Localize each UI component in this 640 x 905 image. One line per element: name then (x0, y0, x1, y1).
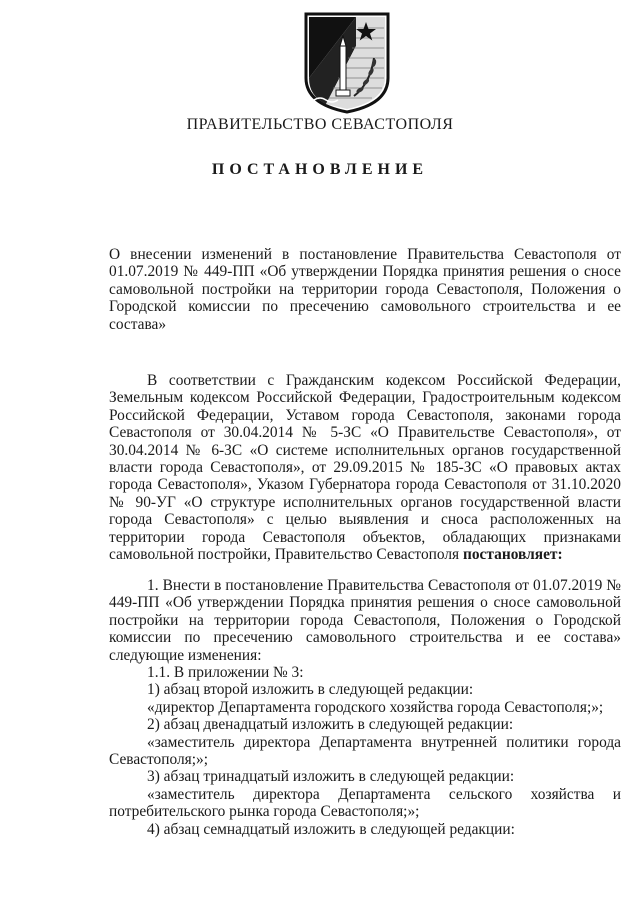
document-type: ПОСТАНОВЛЕНИЕ (211, 161, 429, 178)
paragraph-quote-1: «директор Департамента городского хозяйства города Севастополя;»; (147, 698, 604, 716)
paragraph-item-4: 4) абзац семнадцатый изложить в следующей редакции: (147, 820, 515, 838)
coat-of-arms-emblem (296, 8, 398, 116)
paragraph-1: 1. Внести в постановление Правительства Севастополя от 01.07.2019 № 449-ПП «Об утверждении Порядка принятия решения о сносе самовольной постройки на территории города Севастополя, Положения о Городской комиссии по пресечению самовольного строительства и ее состава» следующие изменения: (109, 577, 621, 664)
preamble-emphasis: постановляет: (462, 546, 563, 564)
preamble-text: В соответствии с Гражданским кодексом Российской Федерации, Земельным кодексом Российской Федерации, Градостроительным кодексом Российской Федерации, Уставом города Севастополя, законами города Севастополя от 30.04.2014 № 5-ЗС «О Правительстве Севастополя», от 30.04.2014 № 6-ЗС «О системе исполнительных органов государственной власти города Севастополя», от 29.09.2015 № 185-ЗС «О правовых актах города Севастополя», Указом Губернатора города Севастополя от 31.10.2020 № 90-УГ «О структуре исполнительных органов государственной власти города Севастополя» с целью выявления и сноса расположенных на территории города Севастополя объектов, обладающих признаками самовольной постройки, Правительство Севастополя (109, 372, 621, 564)
sevastopol-coat-of-arms-icon (296, 8, 398, 116)
paragraph-1-1: 1.1. В приложении № 3: (147, 664, 304, 682)
paragraph-item-3: 3) абзац тринадцатый изложить в следующей редакции: (147, 768, 515, 786)
paragraph-quote-3: «заместитель директора Департамента сельского хозяйства и потребительского рынка города Севастополя;»; (109, 785, 621, 821)
paragraph-quote-2: «заместитель директора Департамента внутренней политики города Севастополя;»; (109, 733, 621, 769)
paragraph-item-1: 1) абзац второй изложить в следующей редакции: (147, 681, 474, 699)
paragraph-item-2: 2) абзац двенадцатый изложить в следующей редакции: (147, 716, 514, 734)
document-title: О внесении изменений в постановление Правительства Севастополя от 01.07.2019 № 449-ПП «Об утверждении Порядка принятия решения о сносе самовольной постройки на территории города Севастополя, Положения о Городской комиссии по пресечению самовольного строительства и ее состава» (109, 246, 621, 333)
preamble (109, 372, 621, 563)
organization-name: ПРАВИТЕЛЬСТВО СЕВАСТОПОЛЯ (186, 116, 454, 133)
document-body (109, 577, 621, 838)
